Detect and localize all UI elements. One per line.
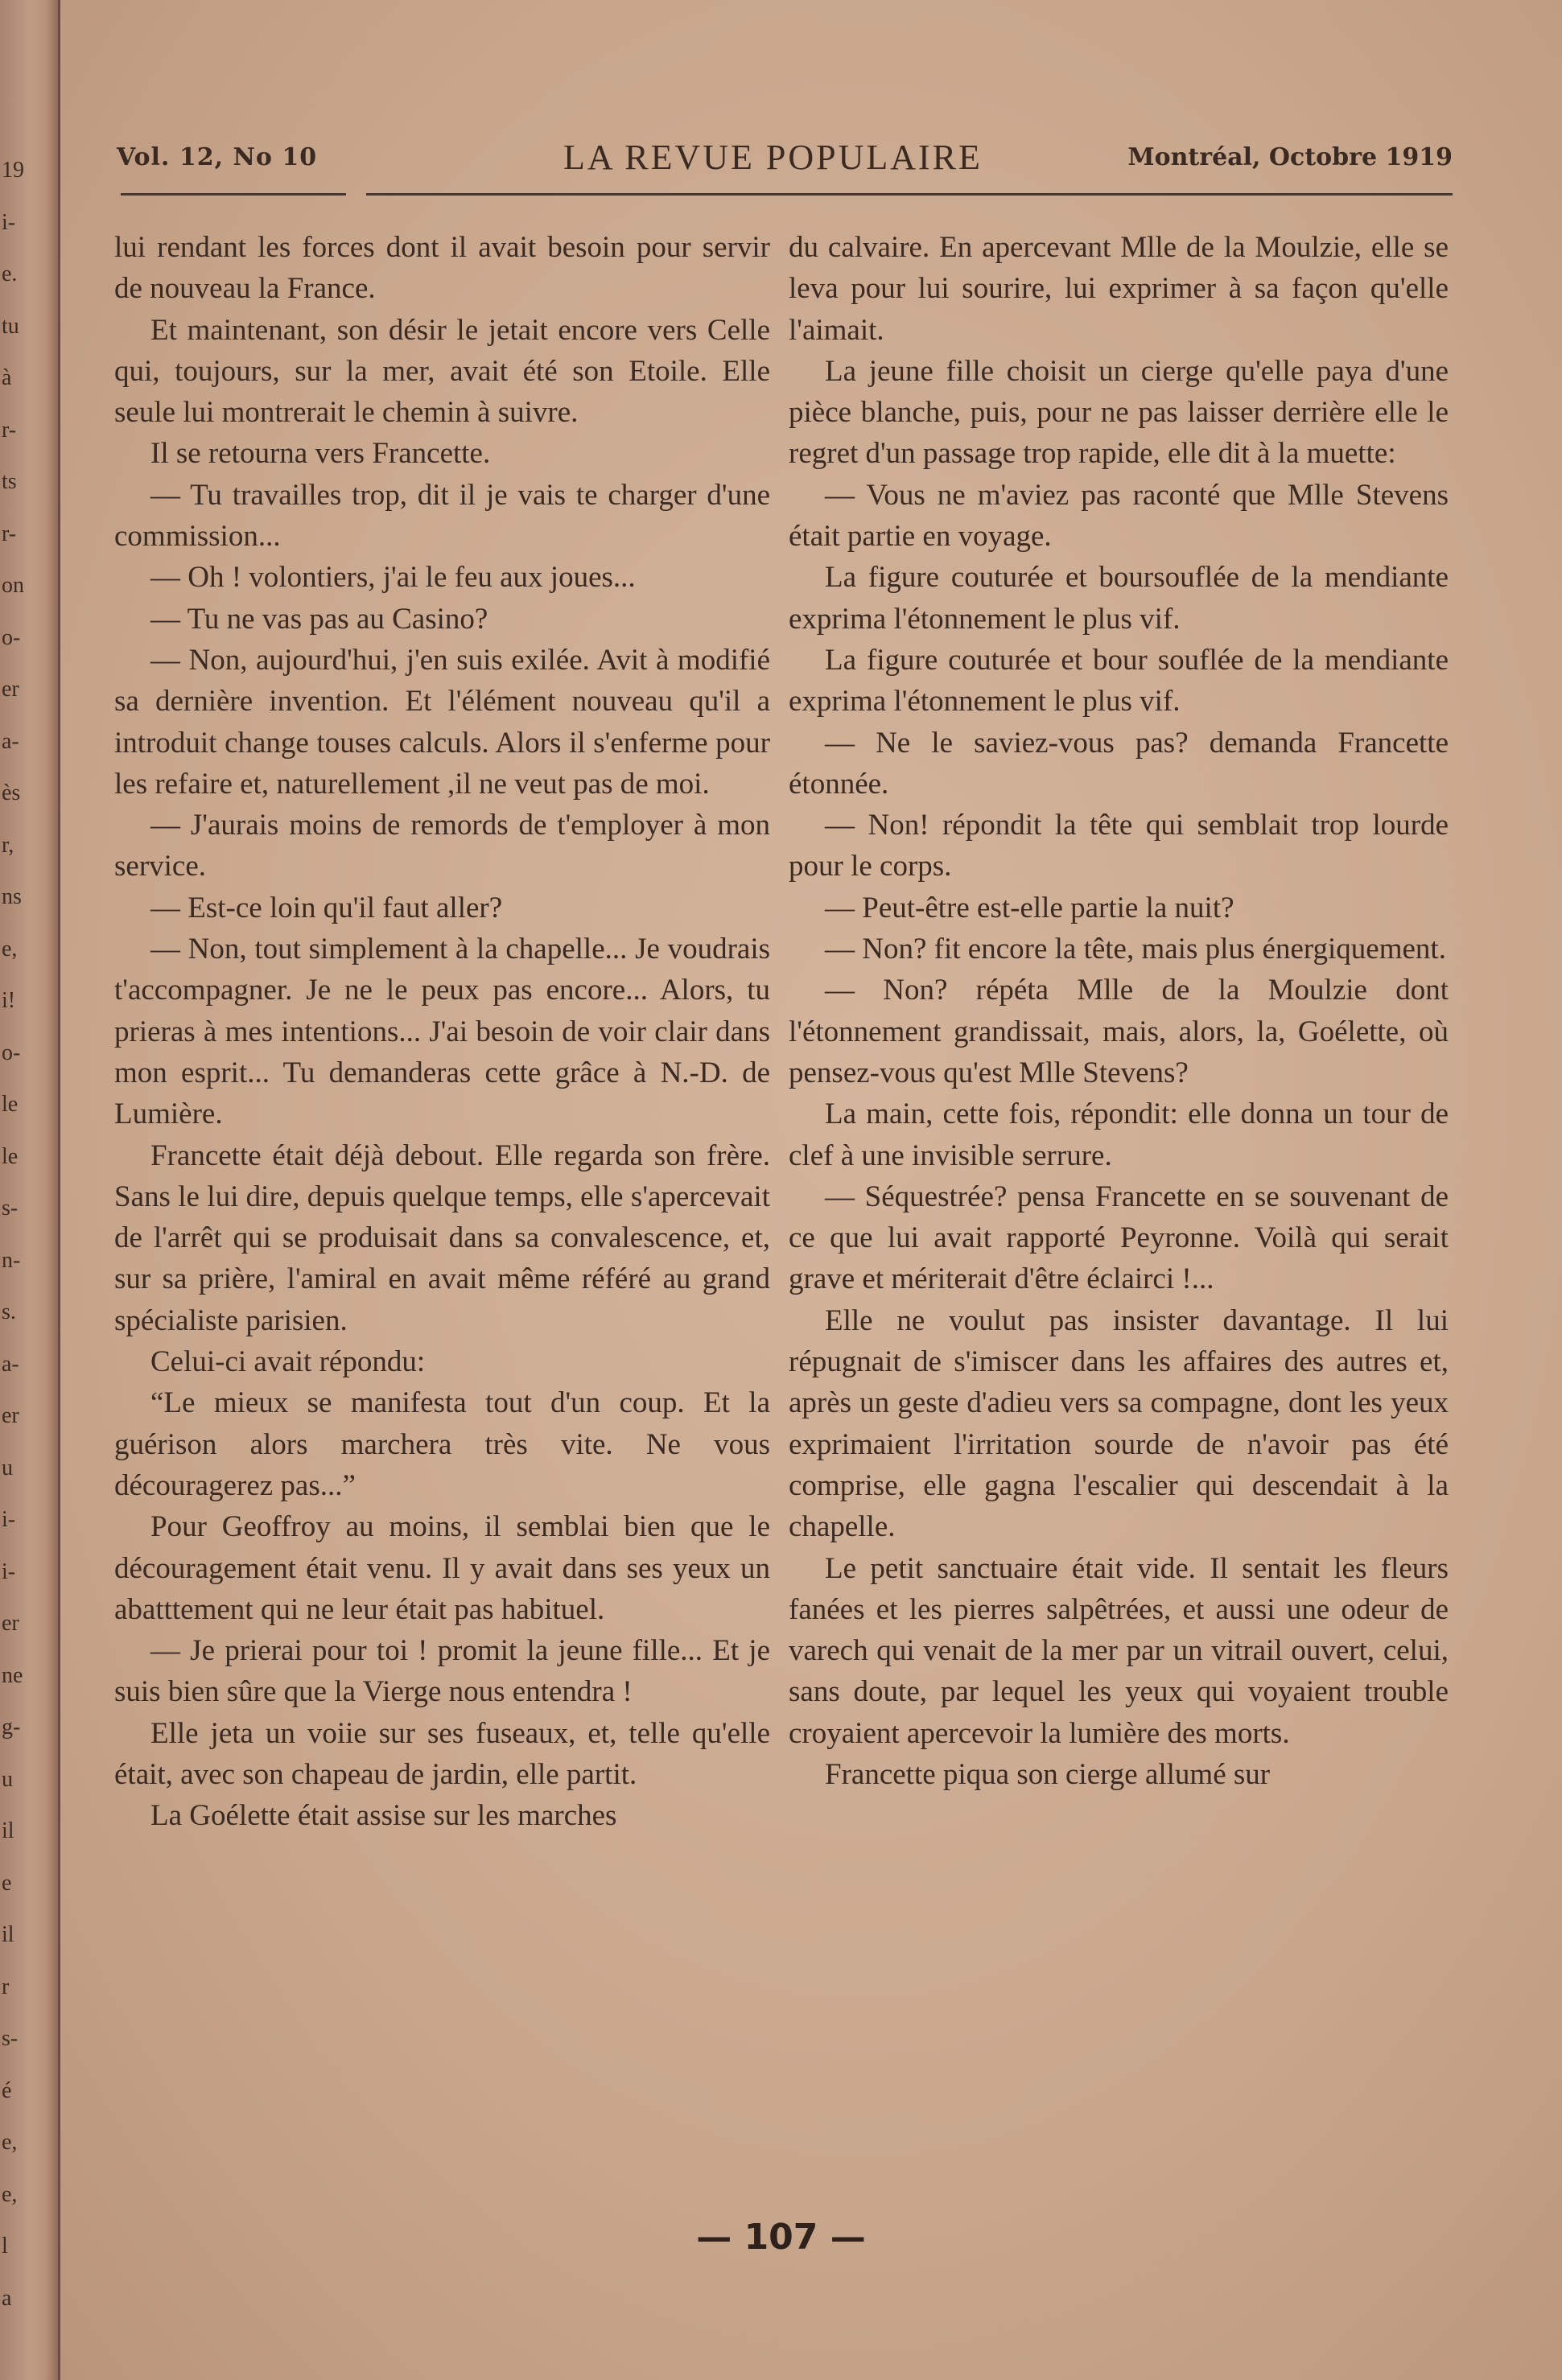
gutter-text-fragment: e, — [2, 2181, 18, 2207]
paragraph: Francette piqua son cierge allumé sur — [825, 1757, 1271, 1791]
gutter-text-fragment: ns — [2, 884, 22, 909]
paragraph: — Non, tout simplement à la chapelle... Je voudrais t'accompagner. Je ne le peux pas encore... Alors, tu prieras à mes intentions... J'ai besoin de voir clair dans mon esprit... Tu demanderas cette grâce à N.-D. de Lumière. — [114, 933, 770, 1131]
paragraph: — Je prierai pour toi ! promit la jeune fille... Et je suis bien sûre que la Vierge nous entendra ! — [114, 1634, 770, 1709]
gutter-text-fragment: u — [2, 1455, 13, 1480]
gutter-text-fragment: i- — [2, 1559, 16, 1584]
issue-date: Montréal, Octobre 1919 — [1127, 143, 1453, 171]
paragraph: Elle jeta un voiie sur ses fuseaux, et, telle qu'elle était, avec son chapeau de jardin, elle partit. — [114, 1716, 770, 1791]
gutter-text-fragment: i- — [2, 1507, 16, 1532]
paragraph: La figure couturée et boursouflée de la mendiante exprima l'étonnement le plus vif. — [789, 561, 1449, 636]
paragraph: La Goélette était assise sur les marches — [150, 1799, 617, 1833]
gutter-text-fragment: le — [2, 1092, 19, 1117]
gutter-text-fragment: a — [2, 2285, 12, 2311]
paragraph: — Non, aujourd'hui, j'en suis exilée. Avit à modifié sa dernière invention. Et l'élément nouveau qu'il a introduit change touses calculs. Alors il s'enferme pour les refaire et, naturellement ,il ne veut pas de moi. — [114, 643, 770, 801]
gutter-text-fragment: s. — [2, 1299, 16, 1324]
page-header — [117, 137, 1453, 188]
gutter-text-fragment: o- — [2, 1040, 21, 1065]
paragraph: Et maintenant, son désir le jetait encore vers Celle qui, toujours, sur la mer, avait été son Etoile. Elle seule lui montrerait le chemin à suivre. — [114, 313, 770, 430]
gutter-text-fragment: er — [2, 677, 19, 702]
adjacent-page-gutter — [0, 0, 60, 2380]
gutter-text-fragment: ne — [2, 1662, 23, 1688]
gutter-text-fragment: é — [2, 2077, 12, 2103]
gutter-text-fragment: er — [2, 1403, 19, 1428]
gutter-text-fragment: s- — [2, 1196, 19, 1221]
gutter-text-fragment: il — [2, 1818, 14, 1843]
gutter-text-fragment: r, — [2, 832, 14, 858]
paragraph: — Non! répondit la tête qui semblait trop lourde pour le corps. — [789, 809, 1449, 883]
gutter-text-fragment: on — [2, 573, 24, 598]
paragraph: La jeune fille choisit un cierge qu'elle paya d'une pièce blanche, puis, pour ne pas laisser derrière elle le regret d'un passage trop rapide, elle dit à la muette: — [789, 354, 1449, 471]
gutter-text-fragment: e, — [2, 936, 18, 961]
paragraph: Celui-ci avait répondu: — [150, 1345, 426, 1379]
paragraph: — Non? fit encore la tête, mais plus énergiquement. — [825, 933, 1446, 966]
gutter-text-fragment: n- — [2, 1247, 21, 1273]
gutter-text-fragment: il — [2, 1922, 14, 1947]
gutter-text-fragment: i! — [2, 988, 16, 1013]
left-text-column — [114, 227, 770, 1837]
gutter-text-fragment: tu — [2, 313, 19, 339]
page-number: — 107 — — [696, 2217, 866, 2258]
paragraph: lui rendant les forces dont il avait besoin pour servir de nouveau la France. — [114, 231, 770, 306]
gutter-text-fragment: 19 — [2, 158, 24, 183]
paragraph: Elle ne voulut pas insister davantage. Il lui répugnait de s'imiscer dans les affaires des autres et, après un geste d'adieu vers sa compagne, dont les yeux exprimaient l'irritation sourde de n'avoir pas été comprise, elle gagna l'escalier qui descendait à la chapelle. — [789, 1303, 1449, 1544]
gutter-text-fragment: e, — [2, 2130, 18, 2155]
paragraph: La main, cette fois, répondit: elle donna un tour de clef à une invisible serrure. — [789, 1097, 1449, 1172]
paragraph: — Peut-être est-elle partie la nuit? — [825, 891, 1234, 924]
paragraph: Pour Geoffroy au moins, il semblai bien que le découragement était venu. Il y avait dans ses yeux un abatttement qui ne leur était pas habituel. — [114, 1510, 770, 1626]
gutter-text-fragment: r- — [2, 521, 17, 546]
gutter-text-fragment: e. — [2, 261, 18, 286]
paragraph: “Le mieux se manifesta tout d'un coup. Et la guérison alors marchera très vite. Ne vous découragerez pas...” — [114, 1386, 770, 1502]
paragraph: — Séquestrée? pensa Francette en se souvenant de ce que lui avait rapporté Peyronne. Voilà qui serait grave et mériterait d'être éclairci !... — [789, 1180, 1449, 1296]
paragraph: — Est-ce loin qu'il faut aller? — [150, 891, 503, 924]
paragraph: — Ne le saviez-vous pas? demanda Francette étonnée. — [789, 726, 1449, 801]
paragraph: — Oh ! volontiers, j'ai le feu aux joues... — [150, 561, 636, 595]
right-text-column — [789, 227, 1449, 1795]
header-rule-left — [121, 193, 346, 196]
gutter-text-fragment: er — [2, 1611, 19, 1636]
volume-number: Vol. 12, No 10 — [117, 143, 318, 171]
gutter-text-fragment: i- — [2, 209, 16, 235]
paragraph: — Vous ne m'aviez pas raconté que Mlle Stevens était partie en voyage. — [789, 478, 1449, 554]
gutter-text-fragment: r- — [2, 417, 17, 443]
gutter-text-fragment: à — [2, 365, 12, 390]
paragraph: — J'aurais moins de remords de t'employer à mon service. — [114, 809, 770, 883]
header-rule-right — [366, 193, 1453, 196]
gutter-text-fragment: s- — [2, 2026, 19, 2051]
gutter-text-fragment: ès — [2, 780, 21, 805]
paragraph: — Non? répéta Mlle de la Moulzie dont l'étonnement grandissait, mais, alors, la, Goélette, où pensez-vous qu'est Mlle Stevens? — [789, 974, 1449, 1089]
paragraph: Francette était déjà debout. Elle regarda son frère. Sans le lui dire, depuis quelque temps, elle s'apercevait de l'arrêt qui se produisait dans sa convalescence, et, sur sa prière, l'amiral en avait même référé au grand spécialiste parisien. — [114, 1139, 770, 1337]
gutter-text-fragment: r — [2, 1974, 10, 1999]
paragraph: Le petit sanctuaire était vide. Il sentait les fleurs fanées et les pierres salpêtrées, et aussi une odeur de varech qui venait de la mer par un vitrail ouvert, celui, sans doute, par lequel les yeux qui voyaient trouble croyaient apercevoir la lumière des morts. — [789, 1551, 1449, 1750]
paragraph: du calvaire. En apercevant Mlle de la Moulzie, elle se leva pour lui sourire, lui exprimer à sa façon qu'elle l'aimait. — [789, 231, 1449, 347]
gutter-text-fragment: u — [2, 1766, 13, 1792]
paragraph: — Tu ne vas pas au Casino? — [150, 602, 488, 636]
gutter-text-fragment: e — [2, 1870, 12, 1896]
gutter-text-fragment: ts — [2, 469, 17, 494]
paragraph: — Tu travailles trop, dit il je vais te charger d'une commission... — [114, 478, 770, 554]
paragraph: Il se retourna vers Francette. — [150, 437, 491, 471]
gutter-text-fragment: o- — [2, 624, 21, 650]
paragraph: La figure couturée et bour souflée de la mendiante exprima l'étonnement le plus vif. — [789, 643, 1449, 719]
gutter-text-fragment: le — [2, 1143, 19, 1169]
gutter-text-fragment: g- — [2, 1715, 21, 1740]
gutter-text-fragment: l — [2, 2234, 8, 2259]
gutter-text-fragment: a- — [2, 1351, 19, 1377]
publication-title: LA REVUE POPULAIRE — [563, 138, 983, 177]
gutter-text-fragment: a- — [2, 728, 19, 754]
